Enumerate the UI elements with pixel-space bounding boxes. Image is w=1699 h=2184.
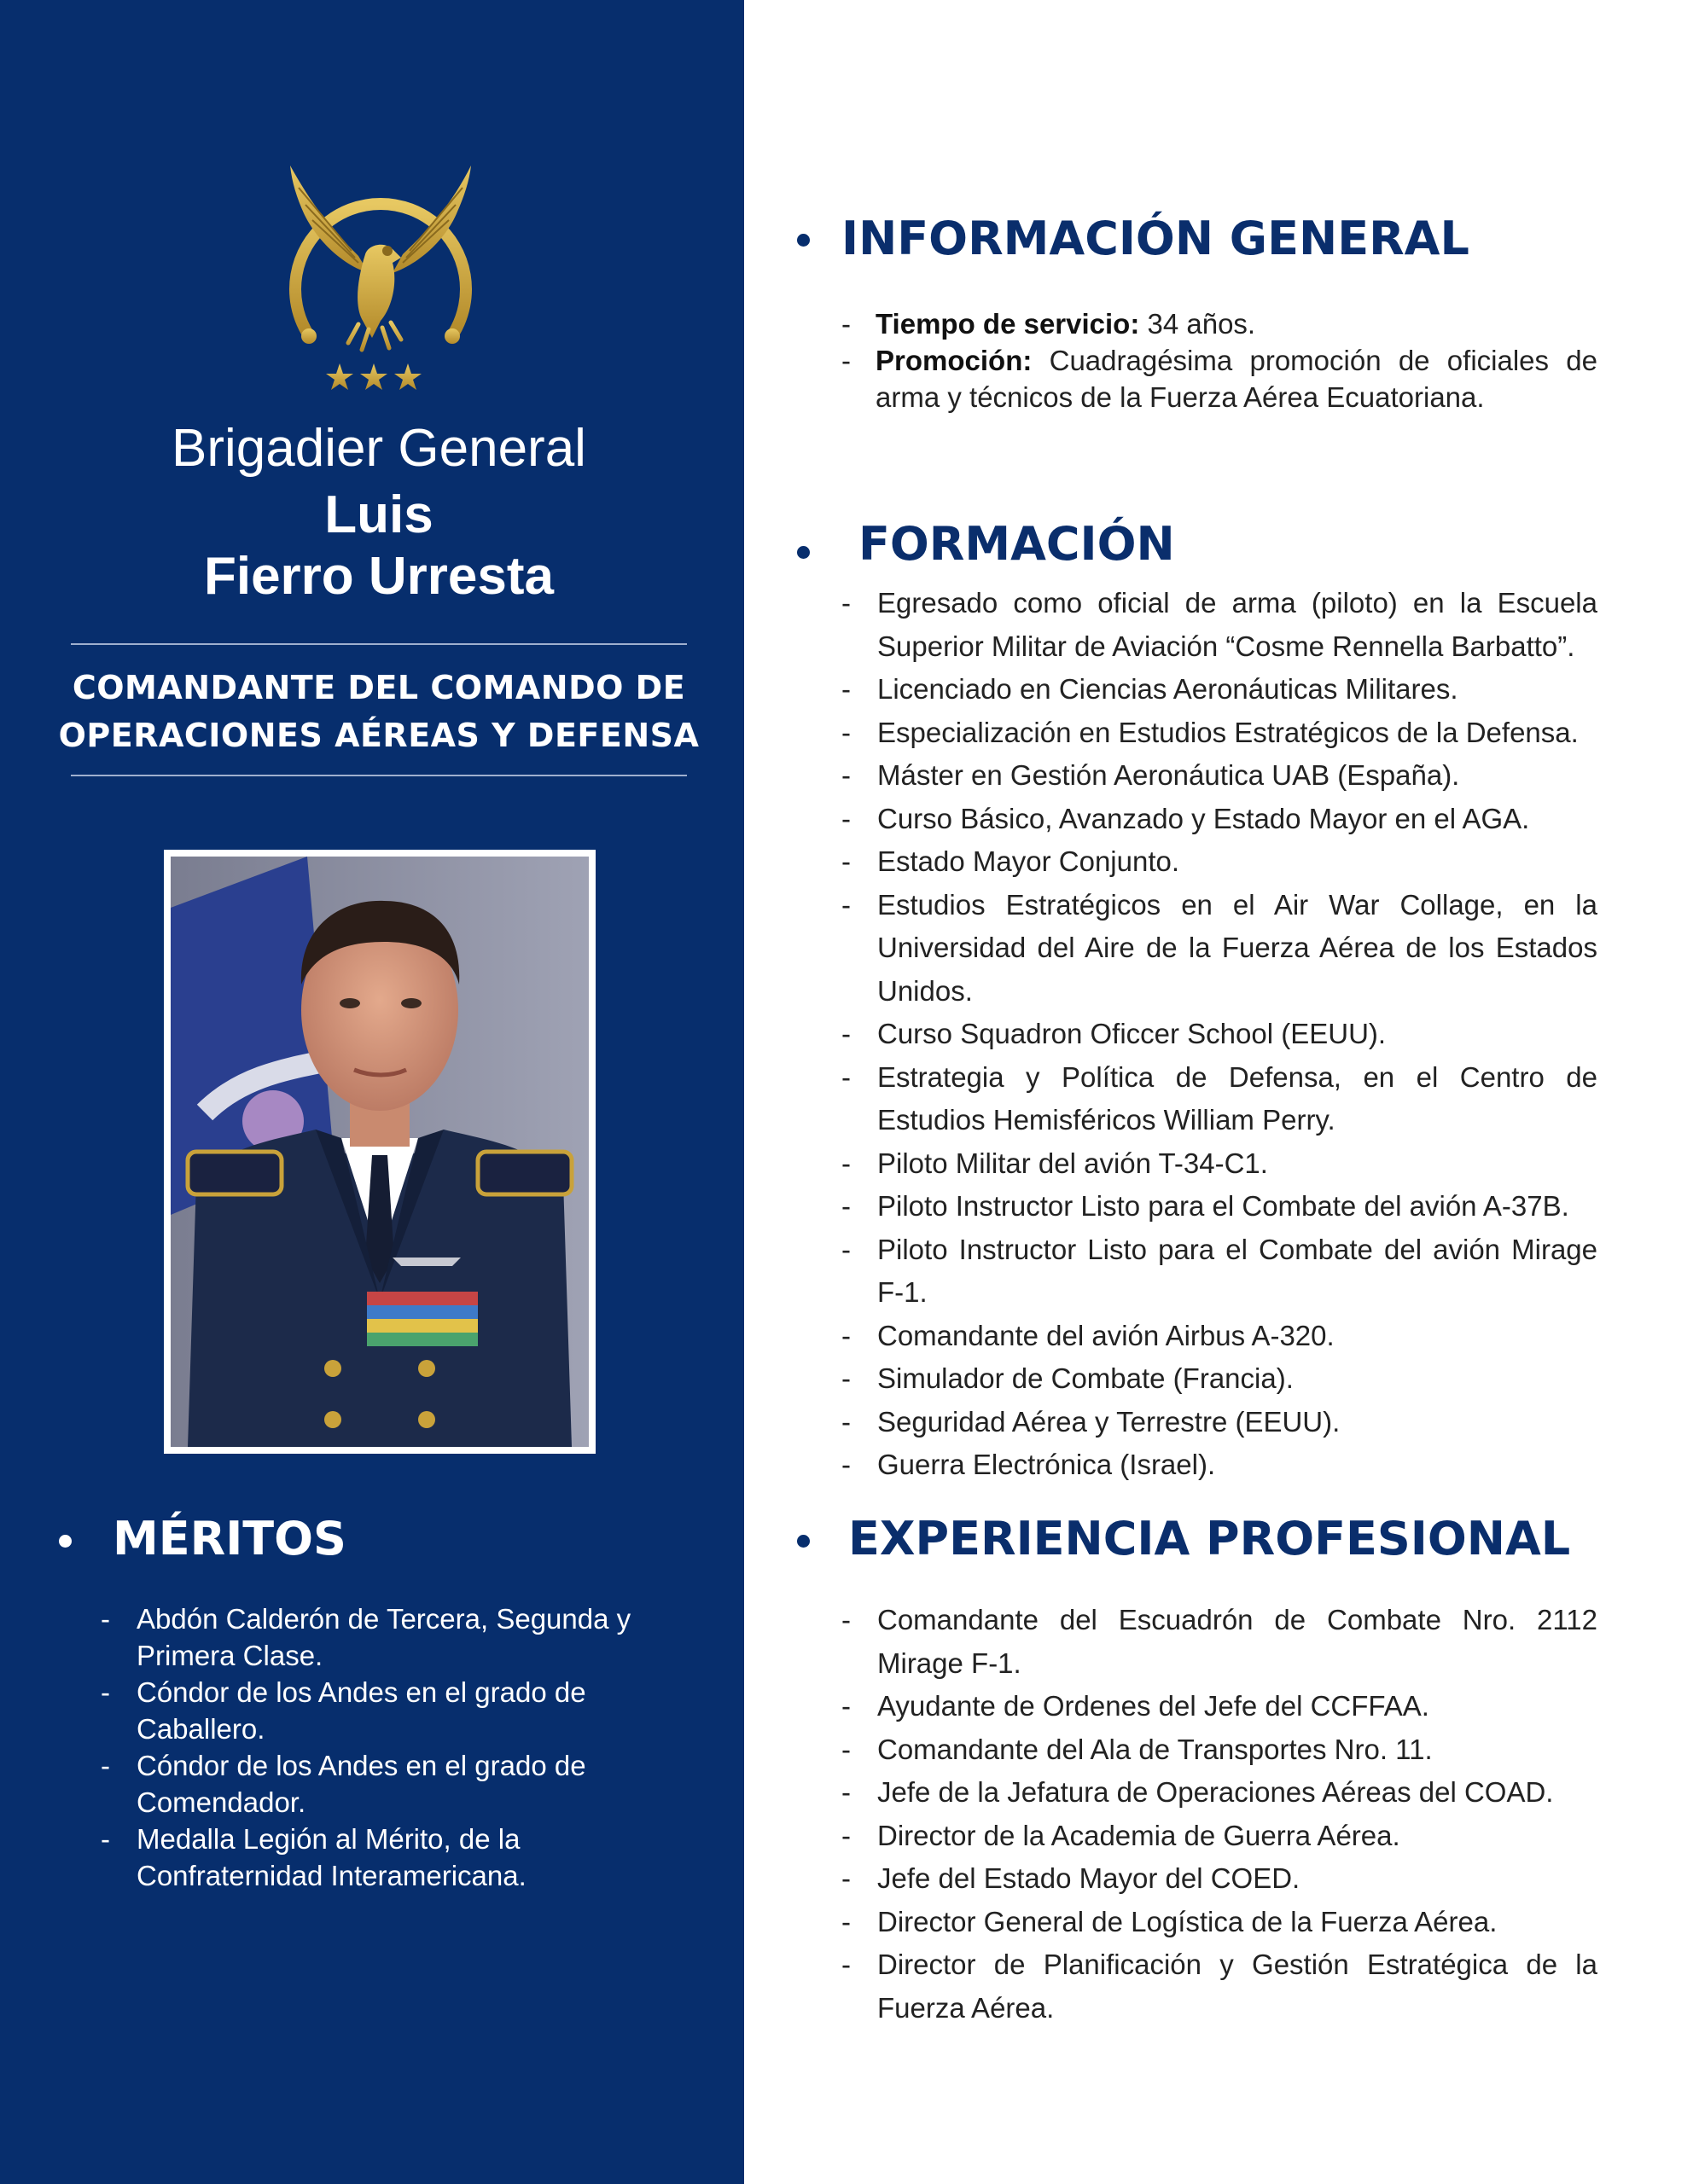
list-item: - Especialización en Estudios Estratégicos de la Defensa. xyxy=(841,716,1579,748)
list-item: - Guerra Electrónica (Israel). xyxy=(841,1449,1216,1480)
section-bullet xyxy=(797,546,810,559)
formacion-list xyxy=(841,582,1597,1487)
list-item: - Jefe de la Jefatura de Operaciones Aéreas del COAD. xyxy=(841,1776,1554,1808)
list-item: - Tiempo de servicio: 34 años. xyxy=(841,308,1256,340)
list-item: - Estrategia y Política de Defensa, en el Centro de Estudios Hemisféricos William Perry. xyxy=(841,1060,1597,1136)
list-item: - Promoción: Cuadragésima promoción de oficiales de arma y técnicos de la Fuerza Aérea Ecuatoriana. xyxy=(841,345,1597,413)
list-item: - Seguridad Aérea y Terrestre (EEUU). xyxy=(841,1405,1341,1438)
list-item: - Comandante del Ala de Transportes Nro. 11. xyxy=(841,1733,1433,1765)
list-item: - Piloto Militar del avión T-34-C1. xyxy=(841,1147,1268,1179)
list-item: - Ayudante de Ordenes del Jefe del CCFFAA. xyxy=(841,1690,1429,1722)
list-item: - Curso Squadron Oficcer School (EEUU). xyxy=(841,1018,1387,1049)
list-item: - Simulador de Combate (Francia). xyxy=(841,1362,1294,1394)
list-item: - Director de Planificación y Gestión Estratégica de la Fuerza Aérea. xyxy=(841,1949,1597,2024)
list-item: - Estudios Estratégicos en el Air War Collage, en la Universidad del Aire de la Fuerza Aérea de los Estados Unidos. xyxy=(841,888,1597,1007)
list-item: - Piloto Instructor Listo para el Combate del avión A-37B. xyxy=(841,1190,1569,1222)
list-item: - Cóndor de los Andes en el grado de Comendador. xyxy=(101,1750,586,1818)
list-item: - Comandante del avión Airbus A-320. xyxy=(841,1319,1335,1351)
post-title-line-1: COMANDANTE DEL COMANDO DE xyxy=(72,669,686,706)
officer-rank: Brigadier General xyxy=(172,419,586,478)
experiencia-list xyxy=(841,1599,1597,2030)
officer-last-name: Fierro Urresta xyxy=(203,547,555,606)
post-title-line-2: OPERACIONES AÉREAS Y DEFENSA xyxy=(58,717,700,754)
list-item: - Director General de Logística de la Fuerza Aérea. xyxy=(841,1905,1498,1937)
info-heading: INFORMACIÓN GENERAL xyxy=(841,212,1469,265)
list-item: - Curso Básico, Avanzado y Estado Mayor en el AGA. xyxy=(841,802,1530,834)
list-item: - Cóndor de los Andes en el grado de Caballero. xyxy=(101,1676,586,1745)
meritos-heading: MÉRITOS xyxy=(113,1512,346,1565)
list-item: - Máster en Gestión Aeronáutica UAB (España). xyxy=(841,759,1460,791)
officer-first-name: Luis xyxy=(324,485,433,544)
experiencia-heading: EXPERIENCIA PROFESIONAL xyxy=(848,1512,1571,1565)
list-item: - Estado Mayor Conjunto. xyxy=(841,845,1180,877)
list-item: - Abdón Calderón de Tercera, Segunda y Primera Clase. xyxy=(101,1603,631,1671)
list-item: - Director de la Academia de Guerra Aérea. xyxy=(841,1819,1400,1851)
list-item: - Piloto Instructor Listo para el Combate del avión Mirage F-1. xyxy=(841,1233,1597,1308)
list-item: - Egresado como oficial de arma (piloto) en la Escuela Superior Militar de Aviación “Cosme Rennella Barbatto”. xyxy=(841,587,1597,662)
section-bullet xyxy=(797,1535,810,1548)
list-item: - Jefe del Estado Mayor del COED. xyxy=(841,1862,1300,1894)
section-bullet xyxy=(797,234,810,247)
list-item: - Comandante del Escuadrón de Combate Nro. 2112 Mirage F-1. xyxy=(841,1604,1597,1679)
list-item: - Medalla Legión al Mérito, de la Confraternidad Interamericana. xyxy=(101,1823,527,1891)
formacion-heading: FORMACIÓN xyxy=(858,517,1175,571)
info-list xyxy=(841,305,1597,415)
list-item: - Licenciado en Ciencias Aeronáuticas Militares. xyxy=(841,673,1458,705)
